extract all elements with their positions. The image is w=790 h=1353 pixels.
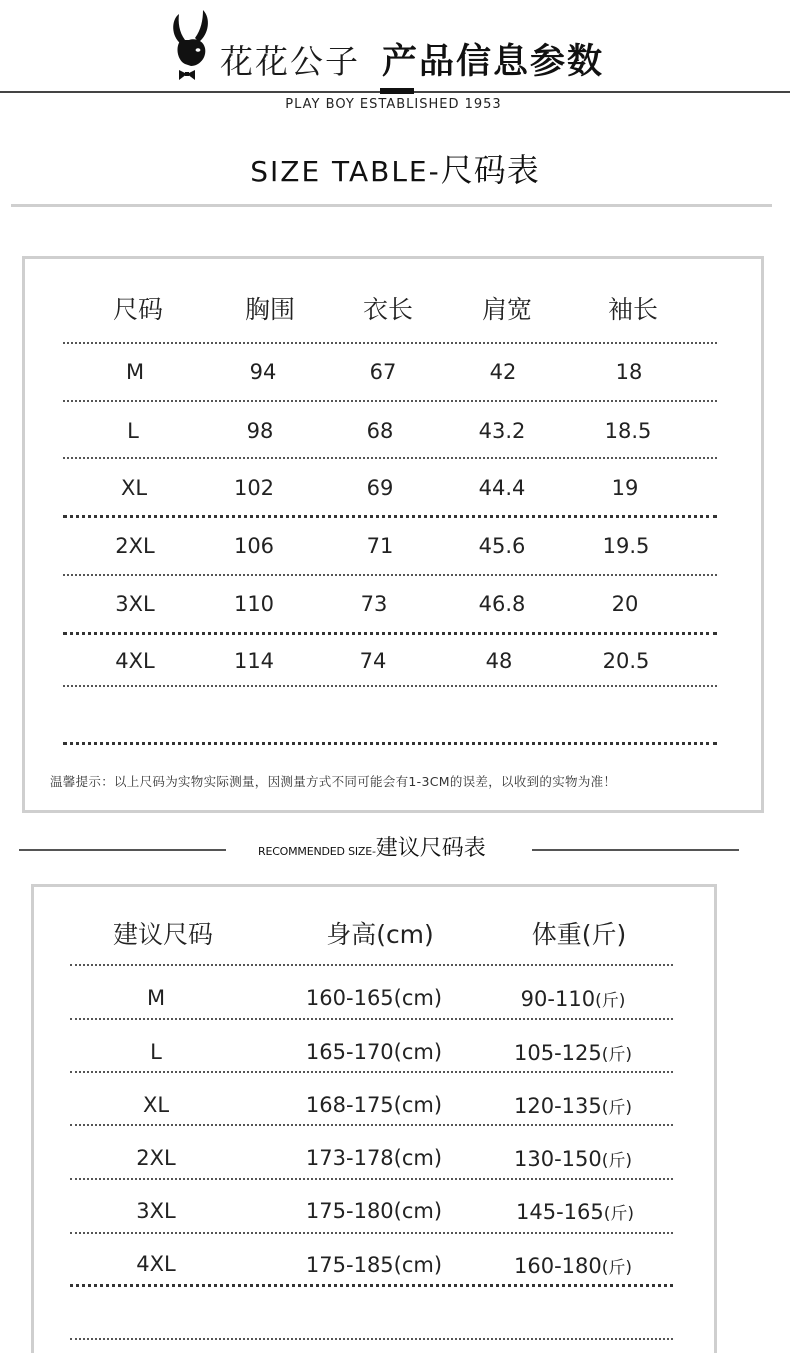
table-cell-sleeve: 19.5 <box>602 534 650 558</box>
recommended-table-panel <box>31 884 717 1353</box>
column-header-chest: 胸围 <box>244 295 295 324</box>
table-cell-shoulder: 46.8 <box>478 592 526 616</box>
row-divider <box>70 1071 673 1073</box>
table-bottom-divider <box>70 1338 673 1340</box>
row-divider <box>63 342 717 344</box>
table-cell-height: 168-175(cm) <box>305 1093 443 1117</box>
row-divider <box>70 1178 673 1180</box>
table-cell-size: 4XL <box>115 649 155 673</box>
table-cell-size: XL <box>142 1093 170 1117</box>
table-cell-shoulder: 45.6 <box>478 534 526 558</box>
table-cell-size: 3XL <box>115 592 155 616</box>
column-header-shoulder: 肩宽 <box>481 295 532 324</box>
table-cell-weight: 105-125(斤) <box>513 1041 632 1065</box>
size-table-heading-en: SIZE TABLE- <box>250 155 441 188</box>
table-cell-size: 2XL <box>136 1146 176 1170</box>
row-divider <box>70 1232 673 1234</box>
table-cell-shoulder: 42 <box>489 360 517 384</box>
table-cell-size: M <box>125 360 145 384</box>
table-cell-size: XL <box>120 476 148 500</box>
table-cell-height: 160-165(cm) <box>305 986 443 1010</box>
table-cell-height: 165-170(cm) <box>305 1040 443 1064</box>
table-cell-chest: 110 <box>233 592 275 616</box>
table-cell-weight: 160-180(斤) <box>513 1254 632 1278</box>
column-header-sleeve: 袖长 <box>607 295 658 324</box>
table-cell-chest: 98 <box>246 419 274 443</box>
table-cell-weight: 130-150(斤) <box>513 1147 632 1171</box>
table-cell-chest: 102 <box>233 476 275 500</box>
row-divider <box>63 632 717 635</box>
table-cell-weight: 120-135(斤) <box>513 1094 632 1118</box>
column-header-weight: 体重(斤) <box>531 920 627 949</box>
recommended-rule-right <box>532 849 739 851</box>
table-cell-chest: 94 <box>249 360 277 384</box>
bunny-logo-icon <box>165 10 217 86</box>
brand-name: 花花公子 <box>220 42 360 81</box>
table-cell-shoulder: 44.4 <box>478 476 526 500</box>
row-divider <box>70 1284 673 1287</box>
header-divider-accent <box>380 88 414 94</box>
row-divider <box>63 685 717 687</box>
column-header-length: 衣长 <box>362 295 413 324</box>
table-cell-sleeve: 18.5 <box>604 419 652 443</box>
table-bottom-divider <box>63 742 717 745</box>
recommended-rule-left <box>19 849 226 851</box>
table-cell-size: 4XL <box>136 1252 176 1276</box>
brand-header <box>0 8 790 88</box>
table-cell-height: 173-178(cm) <box>305 1146 443 1170</box>
row-divider <box>70 1124 673 1126</box>
table-cell-size: M <box>146 986 166 1010</box>
table-cell-length: 74 <box>359 649 387 673</box>
column-header-size: 尺码 <box>112 295 163 324</box>
recommended-heading-en: RECOMMENDED SIZE- <box>258 845 376 858</box>
row-divider <box>63 515 717 518</box>
row-divider <box>70 964 673 966</box>
table-cell-height: 175-185(cm) <box>305 1253 443 1277</box>
table-cell-chest: 114 <box>233 649 275 673</box>
column-header-height: 身高(cm) <box>326 920 434 949</box>
row-divider <box>70 1018 673 1020</box>
table-cell-size: 3XL <box>136 1199 176 1223</box>
column-header-recommended-size: 建议尺码 <box>112 920 213 949</box>
table-cell-shoulder: 43.2 <box>478 419 526 443</box>
table-cell-height: 175-180(cm) <box>305 1199 443 1223</box>
table-cell-weight: 90-110(斤) <box>520 987 626 1011</box>
table-cell-shoulder: 48 <box>485 649 513 673</box>
table-cell-size: L <box>127 419 139 443</box>
heading-divider <box>11 204 772 207</box>
table-cell-length: 67 <box>369 360 397 384</box>
table-cell-size: 2XL <box>115 534 155 558</box>
table-cell-length: 73 <box>360 592 388 616</box>
size-table-heading-cn: 尺码表 <box>440 151 540 189</box>
size-table-heading <box>0 145 790 191</box>
row-divider <box>63 400 717 402</box>
table-cell-chest: 106 <box>233 534 275 558</box>
table-cell-size: L <box>150 1040 162 1064</box>
table-cell-sleeve: 19 <box>611 476 639 500</box>
measurement-note: 温馨提示：以上尺码为实物实际测量，因测量方式不同可能会有1-3CM的误差，以收到的实物为准！ <box>50 774 617 789</box>
table-cell-length: 69 <box>366 476 394 500</box>
table-cell-weight: 145-165(斤) <box>515 1200 634 1224</box>
row-divider <box>63 574 717 576</box>
row-divider <box>63 457 717 459</box>
table-cell-length: 71 <box>366 534 394 558</box>
table-cell-sleeve: 20 <box>611 592 639 616</box>
page-title: 产品信息参数 <box>382 42 605 82</box>
table-cell-sleeve: 20.5 <box>602 649 650 673</box>
recommended-heading <box>258 831 486 862</box>
recommended-heading-cn: 建议尺码表 <box>375 836 486 861</box>
table-cell-length: 68 <box>366 419 394 443</box>
table-cell-sleeve: 18 <box>615 360 643 384</box>
brand-tagline: PLAY BOY ESTABLISHED 1953 <box>285 97 502 112</box>
